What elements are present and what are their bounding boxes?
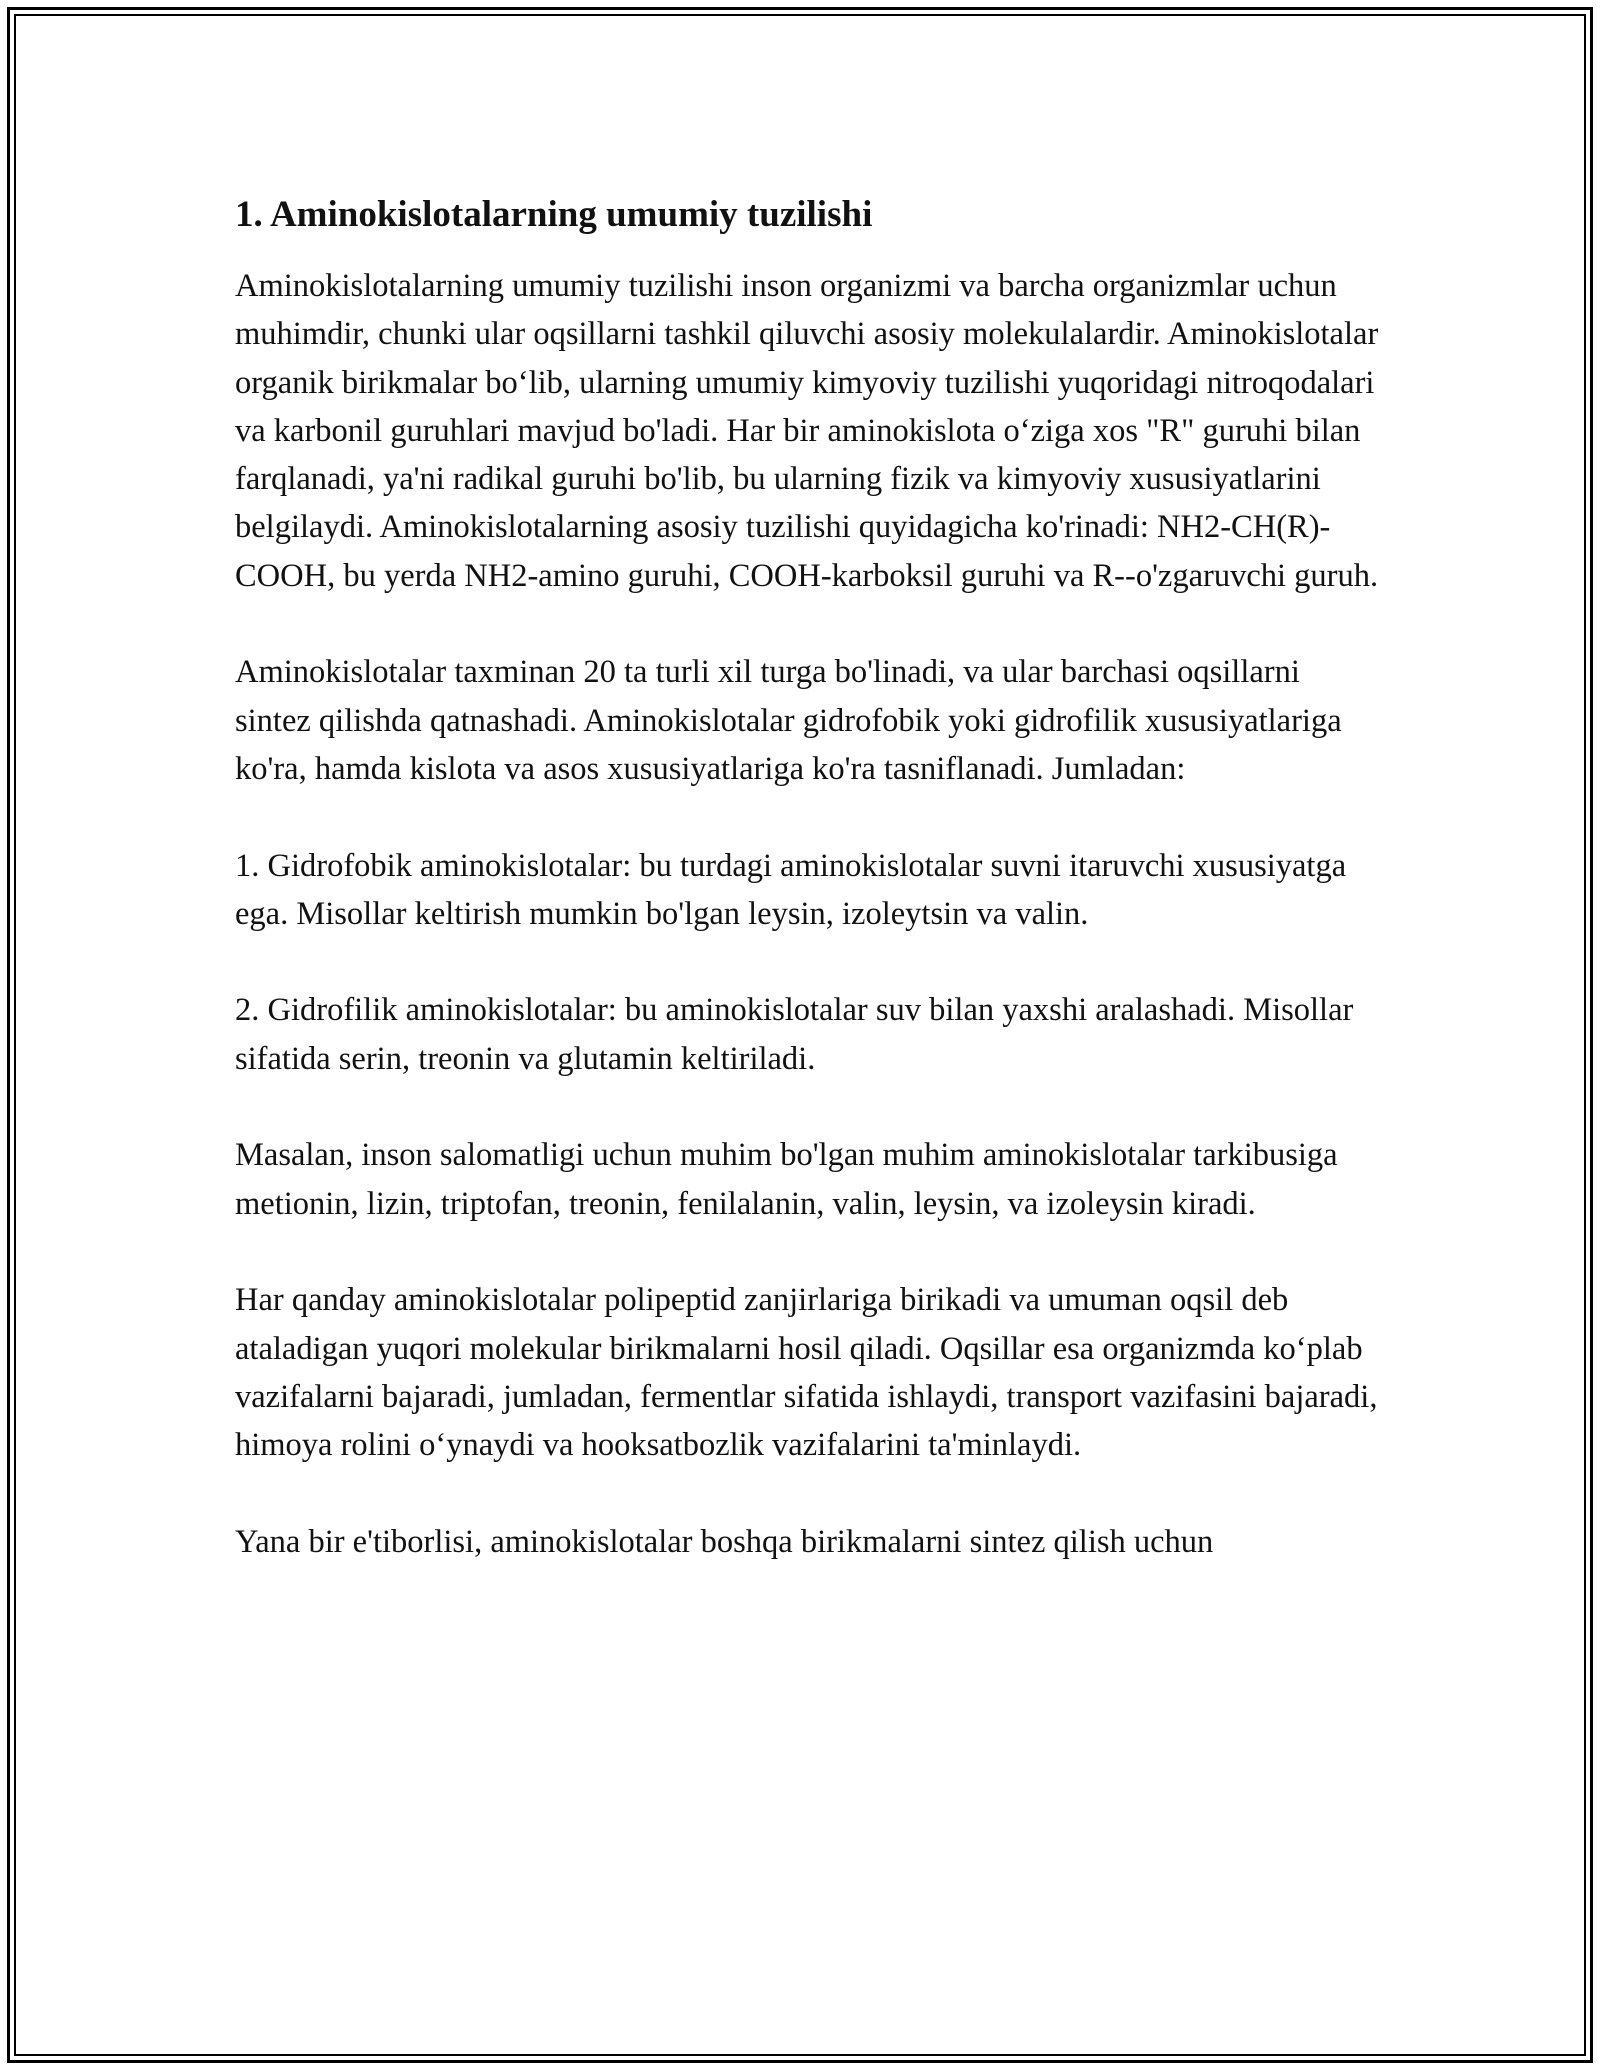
paragraph-proteins: Har qanday aminokislotalar polipeptid zanjirlariga birikadi va umuman oqsil deb ataladigan yuqori molekular birikmalarni hosil qiladi. Oqsillar esa organizmda koʻplab vazifalarni bajaradi, jumladan, fermentlar sifatida ishlaydi, transport vazifasini bajaradi, himoya rolini oʻynaydi va hooksatbozlik vazifalarini ta'minlaydi. (235, 1282, 1378, 1464)
paragraph-hydrophilic: 2. Gidrofilik aminokislotalar: bu aminokislotalar suv bilan yaxshi aralashadi. Misollar sifatida serin, treonin va glutamin keltiriladi. (235, 992, 1354, 1077)
paragraph-classification: Aminokislotalar taxminan 20 ta turli xil turga bo'linadi, va ular barchasi oqsillarni sintez qilishda qatnashadi. Aminokislotalar gidrofobik yoki gidrofilik xususiyatlariga ko'ra, hamda kislota va asos xususiyatlariga ko'ra tasniflanadi. Jumladan: (235, 654, 1342, 787)
paragraph-synthesis: Yana bir e'tiborlisi, aminokislotalar boshqa birikmalarni sintez qilish uchun (235, 1523, 1214, 1560)
paragraph-essential: Masalan, inson salomatligi uchun muhim bo'lgan muhim aminokislotalar tarkibusiga metionin, lizin, triptofan, treonin, fenilalanin, valin, leysin, va izoleysin kiradi. (235, 1137, 1338, 1222)
section-heading: 1. Aminokislotalarning umumiy tuzilishi (235, 194, 873, 235)
paragraph-structure: Aminokislotalarning umumiy tuzilishi inson organizmi va barcha organizmlar uchun muhimdir, chunki ular oqsillarni tashkil qiluvchi asosiy molekulalardir. Aminokislotalar organik birikmalar boʻlib, ularning umumiy kimyoviy tuzilishi yuqoridagi nitroqodalari va karbonil guruhlari mavjud bo'ladi. Har bir aminokislota oʻziga xos "R" guruhi bilan farqlanadi, ya'ni radikal guruhi bo'lib, bu ularning fizik va kimyoviy xususiyatlarini belgilaydi. Aminokislotalarning asosiy tuzilishi quyidagicha ko'rinadi: NH2-CH(R)-COOH, bu yerda NH2-amino guruhi, COOH-karboksil guruhi va R--o'zgaruvchi guruh. (235, 268, 1379, 594)
paragraph-hydrophobic: 1. Gidrofobik aminokislotalar: bu turdagi aminokislotalar suvni itaruvchi xususiyatga ega. Misollar keltirish mumkin bo'lgan leysin, izoleytsin va valin. (235, 847, 1347, 932)
document-page (235, 188, 1380, 1614)
